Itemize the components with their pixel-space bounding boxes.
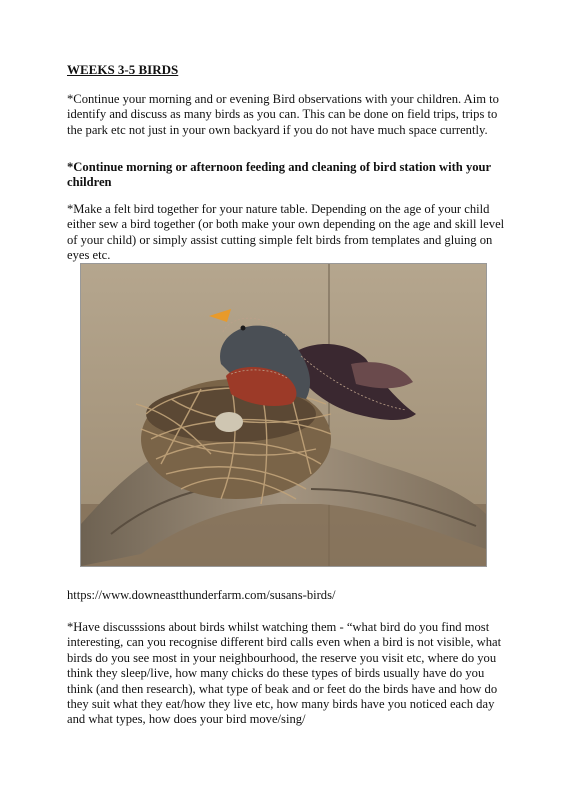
paragraph-observations: *Continue your morning and or evening Bird observations with your children. Aim to identify and discuss as many birds as you can. This can be done on field trips, trips to the park etc not just in your own backyard if you do not have much space currently. xyxy=(67,92,499,137)
paragraph-feeding: *Continue morning or afternoon feeding and cleaning of bird station with your children xyxy=(67,160,491,190)
bird-eye xyxy=(241,326,246,331)
page-title: WEEKS 3-5 BIRDS xyxy=(67,62,179,77)
felt-bird-illustration xyxy=(81,264,486,566)
paragraph-felt-bird: *Make a felt bird together for your nature table. Depending on the age of your child either sew a bird together (or both make your own depending on the age and skill level of your child) or simply assist cutting simple felt birds from templates and gluing on eyes etc. xyxy=(67,202,505,263)
egg xyxy=(215,412,243,432)
paragraph-discussion: *Have discusssions about birds whilst watching them - “what bird do you find most interesting, can you recognise different bird calls even when a bird is not visible, what birds do you see most in your neighbourhood, the reserve you visit etc, where do you think they sleep/live, how many chicks do these types of birds usually have do you think (and then research), what type of beak and or feet do the birds have and how do they suit what they eat/how they live etc, how many birds have you noticed each day and what types, how does your bird move/sing/ xyxy=(67,620,502,727)
source-link[interactable]: https://www.downeastthunderfarm.com/susans-birds/ xyxy=(67,588,336,602)
felt-bird-photo xyxy=(80,263,487,567)
